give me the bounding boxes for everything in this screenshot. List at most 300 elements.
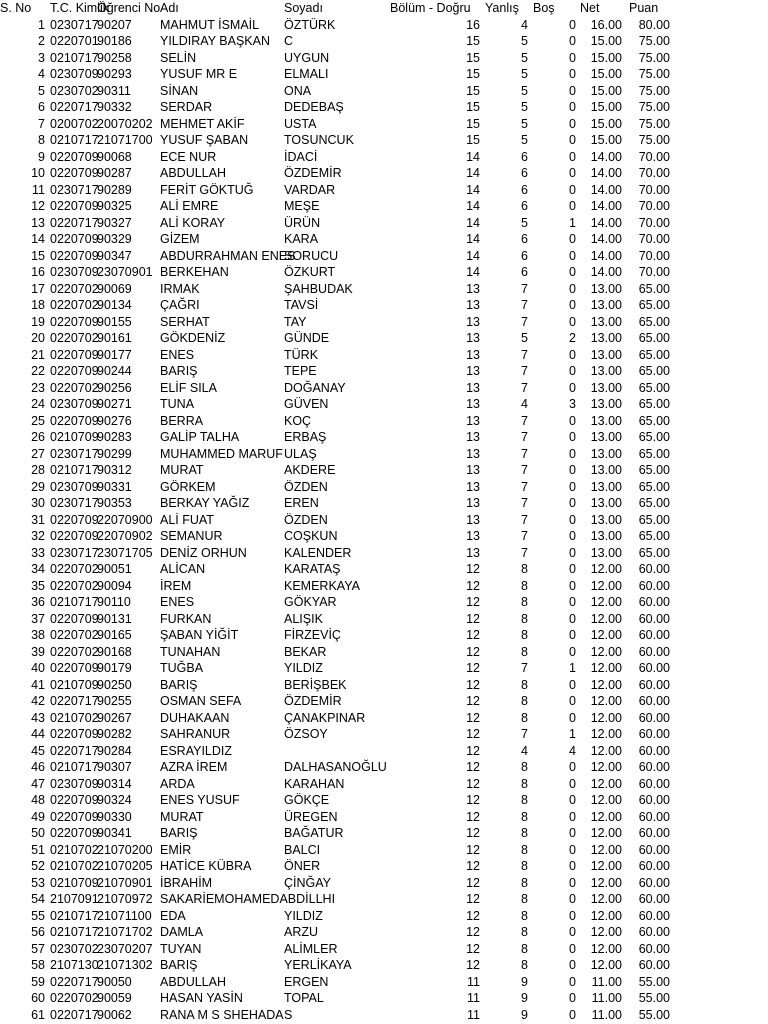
cell-ogrenci-no: 90325: [97, 199, 132, 213]
table-row: [0, 908, 768, 925]
cell-dogru: 13: [466, 430, 480, 444]
cell-dogru: 14: [466, 248, 480, 263]
table-row: [0, 611, 768, 628]
table-row: [0, 17, 768, 34]
cell-tc-kimlik: 0210709: [50, 677, 99, 692]
cell-ogrenci-no: 23070207: [97, 941, 153, 956]
cell-soyadi: ÇİNĞAY: [284, 875, 331, 890]
table-row: [0, 545, 768, 562]
cell-dogru: 11: [467, 974, 480, 989]
table-row: [0, 1007, 768, 1024]
cell-adi: FURKAN: [160, 611, 212, 626]
cell-bos: 4: [569, 743, 576, 758]
cell-ogrenci-no: 90282: [97, 727, 132, 741]
cell-puan: 65.00: [638, 397, 670, 411]
cell-dogru: 12: [466, 908, 480, 923]
cell-yanlis: 6: [521, 166, 528, 180]
cell-adi: IRMAK: [160, 281, 200, 296]
cell-soyadi: YILDIZ: [284, 661, 323, 675]
cell-puan: 60.00: [638, 694, 670, 708]
table-row: [0, 363, 768, 380]
cell-sno: 11: [32, 182, 45, 197]
cell-bos: 0: [569, 17, 576, 32]
cell-tc-kimlik: 0230717: [50, 182, 99, 197]
cell-bos: 0: [569, 166, 576, 180]
cell-ogrenci-no: 90327: [97, 215, 132, 230]
cell-net: 13.00: [590, 529, 622, 543]
cell-yanlis: 7: [521, 413, 528, 428]
cell-dogru: 12: [466, 842, 480, 857]
cell-tc-kimlik: 0220702: [50, 562, 99, 576]
cell-bos: 0: [569, 281, 576, 296]
cell-net: 13.00: [590, 413, 622, 428]
cell-adi: ABDULLAH: [160, 974, 226, 989]
cell-puan: 60.00: [638, 793, 670, 807]
cell-soyadi: DOĞANAY: [284, 380, 346, 395]
cell-tc-kimlik: 0220702: [50, 628, 99, 642]
cell-yanlis: 7: [521, 463, 528, 477]
cell-ogrenci-no: 21071302: [97, 958, 153, 972]
cell-yanlis: 5: [521, 67, 528, 81]
header-soyadi: Soyadı: [284, 1, 323, 15]
table-row: [0, 891, 768, 908]
cell-yanlis: 5: [521, 50, 528, 65]
cell-bos: 0: [569, 182, 576, 197]
cell-tc-kimlik: 0220709: [50, 364, 99, 378]
cell-adi: GALİP TALHA: [160, 430, 240, 444]
cell-puan: 75.00: [638, 50, 670, 65]
cell-soyadi: BEKAR: [284, 644, 327, 659]
cell-yanlis: 8: [521, 875, 528, 890]
table-row: [0, 710, 768, 727]
cell-dogru: 14: [466, 199, 480, 213]
cell-adi: RANA M S SHEHADA: [160, 1007, 284, 1022]
table-row: [0, 858, 768, 875]
table-row: [0, 314, 768, 331]
cell-sno: 28: [31, 463, 45, 477]
cell-net: 12.00: [590, 595, 622, 609]
cell-adi: ABDURRAHMAN ENES: [160, 248, 296, 263]
cell-tc-kimlik: 0210702: [50, 710, 99, 725]
cell-sno: 38: [31, 628, 45, 642]
table-row: [0, 231, 768, 248]
cell-bos: 0: [569, 380, 576, 395]
table-row: [0, 165, 768, 182]
cell-yanlis: 7: [521, 347, 528, 362]
cell-sno: 50: [31, 826, 45, 840]
header-ogrenci-no: Öğrenci No: [97, 1, 161, 15]
cell-puan: 65.00: [638, 545, 670, 560]
cell-dogru: 14: [466, 166, 480, 180]
cell-ogrenci-no: 21070205: [97, 859, 153, 873]
table-row: [0, 33, 768, 50]
cell-dogru: 14: [466, 265, 480, 279]
cell-tc-kimlik: 0220702: [50, 991, 99, 1005]
cell-sno: 45: [31, 743, 45, 758]
cell-bos: 0: [569, 248, 576, 263]
cell-soyadi: MEŞE: [284, 199, 320, 213]
table-row: [0, 743, 768, 760]
cell-yanlis: 8: [521, 628, 528, 642]
cell-puan: 65.00: [638, 479, 670, 494]
cell-adi: ABDULLAH: [160, 166, 226, 180]
cell-dogru: 12: [466, 958, 480, 972]
cell-net: 14.00: [590, 232, 622, 246]
cell-ogrenci-no: 90250: [97, 677, 132, 692]
cell-adi: GÖRKEM: [160, 479, 216, 494]
cell-tc-kimlik: 0230709: [50, 479, 99, 494]
table-row: [0, 429, 768, 446]
cell-bos: 0: [569, 644, 576, 659]
table-row: [0, 446, 768, 463]
cell-soyadi: YERLİKAYA: [284, 958, 352, 972]
cell-sno: 30: [31, 496, 45, 510]
cell-soyadi: TÜRK: [284, 347, 319, 362]
cell-dogru: 12: [466, 859, 480, 873]
cell-soyadi: USTA: [284, 116, 317, 131]
cell-tc-kimlik: 0230717: [50, 545, 99, 560]
cell-tc-kimlik: 0220709: [50, 149, 99, 164]
cell-sno: 15: [31, 248, 45, 263]
cell-sno: 32: [31, 529, 45, 543]
cell-ogrenci-no: 90314: [97, 776, 132, 791]
cell-dogru: 12: [466, 611, 480, 626]
cell-dogru: 12: [466, 710, 480, 725]
table-row: [0, 297, 768, 314]
cell-yanlis: 6: [521, 248, 528, 263]
cell-yanlis: 6: [521, 182, 528, 197]
table-row: [0, 50, 768, 67]
cell-bos: 0: [569, 578, 576, 593]
cell-net: 14.00: [590, 265, 622, 279]
cell-bos: 0: [569, 100, 576, 114]
cell-tc-kimlik: 0220709: [50, 529, 99, 543]
cell-yanlis: 8: [521, 760, 528, 774]
cell-net: 11.00: [591, 974, 622, 989]
cell-sno: 44: [31, 727, 45, 741]
cell-bos: 0: [569, 83, 576, 98]
cell-bos: 1: [569, 727, 576, 741]
cell-sno: 33: [31, 545, 45, 560]
cell-ogrenci-no: 90244: [97, 364, 132, 378]
cell-dogru: 13: [466, 413, 480, 428]
cell-adi: YILDIRAY BAŞKAN: [160, 34, 270, 48]
cell-net: 12.00: [590, 859, 622, 873]
cell-yanlis: 7: [521, 661, 528, 675]
cell-adi: GİZEM: [160, 232, 200, 246]
cell-bos: 0: [569, 496, 576, 510]
table-row: [0, 677, 768, 694]
cell-dogru: 11: [467, 1007, 480, 1022]
cell-ogrenci-no: 90332: [97, 100, 132, 114]
cell-soyadi: ÜREGEN: [284, 809, 338, 824]
cell-dogru: 12: [466, 578, 480, 593]
cell-dogru: 15: [466, 67, 480, 81]
cell-ogrenci-no: 90186: [97, 34, 132, 48]
cell-dogru: 12: [466, 727, 480, 741]
cell-sno: 51: [31, 842, 45, 857]
cell-sno: 43: [31, 710, 45, 725]
cell-tc-kimlik: 0220702: [50, 578, 99, 593]
cell-bos: 0: [569, 958, 576, 972]
cell-adi: GÖKDENİZ: [160, 331, 226, 345]
cell-puan: 80.00: [638, 17, 670, 32]
cell-ogrenci-no: 90347: [97, 248, 132, 263]
cell-puan: 70.00: [638, 215, 670, 230]
cell-ogrenci-no: 90051: [97, 562, 132, 576]
cell-yanlis: 8: [521, 892, 528, 906]
cell-adi: ENES: [160, 347, 195, 362]
cell-adi: EDA: [160, 908, 186, 923]
cell-puan: 65.00: [638, 298, 670, 312]
table-row: [0, 561, 768, 578]
cell-soyadi: ELMALI: [284, 67, 329, 81]
table-row: [0, 644, 768, 661]
cell-ogrenci-no: 90283: [97, 430, 132, 444]
cell-ogrenci-no: 90258: [97, 50, 132, 65]
cell-puan: 55.00: [638, 991, 670, 1005]
cell-adi: MURAT: [160, 463, 204, 477]
cell-puan: 60.00: [638, 809, 670, 824]
cell-sno: 14: [31, 232, 45, 246]
cell-puan: 65.00: [638, 364, 670, 378]
table-row: [0, 792, 768, 809]
cell-puan: 70.00: [638, 232, 670, 246]
cell-net: 12.00: [590, 875, 622, 890]
cell-sno: 41: [31, 677, 45, 692]
cell-soyadi: C: [284, 34, 294, 48]
cell-soyadi: TAY: [284, 314, 307, 329]
cell-puan: 55.00: [638, 974, 670, 989]
cell-tc-kimlik: 0210717: [50, 133, 99, 147]
header-bolum-dogru: Bölüm - Doğru: [390, 1, 471, 15]
cell-dogru: 12: [466, 677, 480, 692]
cell-soyadi: KEMERKAYA: [284, 578, 360, 593]
table-row: [0, 149, 768, 166]
cell-puan: 60.00: [638, 562, 670, 576]
cell-soyadi: ÖZDEMİR: [284, 694, 342, 708]
cell-yanlis: 8: [521, 809, 528, 824]
cell-bos: 0: [569, 595, 576, 609]
cell-net: 13.00: [590, 479, 622, 494]
cell-soyadi: BALCI: [284, 842, 321, 857]
cell-soyadi: KOÇ: [284, 413, 312, 428]
cell-adi: AZRA İREM: [160, 760, 228, 774]
cell-net: 12.00: [590, 562, 622, 576]
cell-sno: 23: [31, 380, 45, 395]
cell-yanlis: 7: [521, 529, 528, 543]
cell-adi: SERHAT: [160, 314, 210, 329]
cell-tc-kimlik: 0220709: [50, 347, 99, 362]
cell-adi: ESRAYILDIZ: [160, 743, 233, 758]
cell-dogru: 12: [466, 644, 480, 659]
table-row: [0, 776, 768, 793]
cell-soyadi: ÖZDEN: [284, 512, 328, 527]
cell-ogrenci-no: 21071700: [97, 133, 153, 147]
cell-sno: 55: [31, 908, 45, 923]
cell-adi: MEHMET AKİF: [160, 116, 245, 131]
cell-ogrenci-no: 21071100: [97, 908, 152, 923]
cell-sno: 22: [31, 364, 45, 378]
cell-soyadi: TOPAL: [284, 991, 324, 1005]
cell-soyadi: ÇANAKPINAR: [284, 710, 366, 725]
cell-bos: 0: [569, 925, 576, 939]
cell-puan: 65.00: [638, 529, 670, 543]
cell-soyadi: ALIŞIK: [284, 611, 323, 626]
cell-bos: 0: [569, 446, 576, 461]
table-row: [0, 462, 768, 479]
cell-tc-kimlik: 0210717: [50, 760, 99, 774]
table-row: [0, 825, 768, 842]
cell-sno: 2: [38, 34, 45, 48]
cell-sno: 18: [31, 298, 45, 312]
cell-puan: 60.00: [638, 661, 670, 675]
cell-yanlis: 8: [521, 859, 528, 873]
cell-tc-kimlik: 0230717: [50, 446, 99, 461]
cell-sno: 10: [31, 166, 45, 180]
cell-puan: 65.00: [638, 446, 670, 461]
cell-soyadi: ÖZTÜRK: [284, 17, 336, 32]
cell-ogrenci-no: 90289: [97, 182, 132, 197]
cell-soyadi: ÖNER: [284, 859, 321, 873]
cell-bos: 0: [569, 974, 576, 989]
cell-net: 12.00: [590, 809, 622, 824]
cell-soyadi: ERGEN: [284, 974, 329, 989]
cell-bos: 0: [569, 809, 576, 824]
cell-tc-kimlik: 0220717: [50, 215, 99, 230]
cell-bos: 0: [569, 232, 576, 246]
cell-dogru: 12: [466, 760, 480, 774]
cell-sno: 53: [31, 875, 45, 890]
table-row: [0, 495, 768, 512]
cell-puan: 60.00: [638, 925, 670, 939]
cell-tc-kimlik: 0210717: [50, 463, 99, 477]
cell-sno: 19: [31, 314, 45, 329]
cell-sno: 48: [31, 793, 45, 807]
cell-tc-kimlik: 0230717: [50, 17, 99, 32]
cell-sno: 37: [31, 611, 45, 626]
cell-net: 13.00: [590, 331, 622, 345]
cell-net: 15.00: [590, 133, 622, 147]
cell-adi: MURAT: [160, 809, 204, 824]
cell-bos: 0: [569, 545, 576, 560]
cell-puan: 75.00: [638, 133, 670, 147]
cell-yanlis: 7: [521, 727, 528, 741]
cell-ogrenci-no: 90293: [97, 67, 132, 81]
cell-dogru: 13: [466, 512, 480, 527]
cell-soyadi: ŞAHBUDAK: [284, 281, 353, 296]
cell-bos: 0: [569, 1007, 576, 1022]
cell-sno: 34: [31, 562, 45, 576]
cell-net: 12.00: [590, 628, 622, 642]
cell-sno: 8: [38, 133, 45, 147]
cell-yanlis: 5: [521, 133, 528, 147]
table-row: [0, 941, 768, 958]
cell-tc-kimlik: 2107091: [50, 892, 99, 906]
cell-bos: 0: [569, 133, 576, 147]
cell-yanlis: 8: [521, 826, 528, 840]
cell-net: 12.00: [590, 892, 622, 906]
cell-bos: 3: [569, 397, 576, 411]
cell-soyadi: İDACİ: [284, 149, 318, 164]
cell-soyadi: TOSUNCUK: [284, 133, 354, 147]
cell-dogru: 11: [467, 991, 480, 1005]
cell-net: 12.00: [590, 644, 622, 659]
cell-bos: 0: [569, 364, 576, 378]
cell-net: 13.00: [590, 380, 622, 395]
cell-adi: ALİ FUAT: [160, 512, 214, 527]
cell-soyadi: DALHASANOĞLU: [284, 760, 387, 774]
cell-puan: 65.00: [638, 512, 670, 527]
cell-bos: 1: [569, 661, 576, 675]
table-row: [0, 330, 768, 347]
cell-yanlis: 8: [521, 776, 528, 791]
cell-tc-kimlik: 0220709: [50, 809, 99, 824]
cell-soyadi: GÜVEN: [284, 397, 329, 411]
cell-dogru: 14: [466, 149, 480, 164]
cell-ogrenci-no: 90330: [97, 809, 132, 824]
cell-soyadi: SORUCU: [284, 248, 339, 263]
header-sno: S. No: [0, 1, 32, 15]
cell-ogrenci-no: 22070902: [97, 529, 153, 543]
cell-puan: 60.00: [638, 892, 670, 906]
cell-soyadi: GÖKÇE: [284, 793, 330, 807]
cell-soyadi: TAVSİ: [284, 298, 319, 312]
cell-soyadi: ÖZSOY: [284, 727, 328, 741]
table-row: [0, 132, 768, 149]
cell-bos: 0: [569, 892, 576, 906]
cell-puan: 75.00: [638, 67, 670, 81]
cell-puan: 75.00: [638, 83, 670, 98]
cell-yanlis: 8: [521, 710, 528, 725]
table-row: [0, 380, 768, 397]
cell-yanlis: 5: [521, 116, 528, 131]
cell-adi: HATİCE KÜBRA: [160, 859, 252, 873]
cell-adi: ALİCAN: [160, 562, 206, 576]
cell-tc-kimlik: 0230709: [50, 397, 99, 411]
cell-yanlis: 4: [521, 17, 528, 32]
cell-ogrenci-no: 21070200: [97, 842, 153, 857]
cell-adi: BERKEHAN: [160, 265, 229, 279]
cell-yanlis: 6: [521, 149, 528, 164]
cell-yanlis: 8: [521, 694, 528, 708]
cell-net: 13.00: [590, 298, 622, 312]
table-row: [0, 215, 768, 232]
cell-puan: 60.00: [638, 628, 670, 642]
cell-dogru: 13: [466, 397, 480, 411]
cell-net: 12.00: [590, 611, 622, 626]
cell-sno: 17: [31, 281, 45, 296]
cell-adi: TUNA: [160, 397, 195, 411]
cell-yanlis: 5: [521, 34, 528, 48]
cell-soyadi: COŞKUN: [284, 529, 338, 543]
cell-sno: 47: [31, 776, 45, 791]
cell-soyadi: BERİŞBEK: [284, 677, 347, 692]
cell-bos: 0: [569, 50, 576, 65]
cell-sno: 54: [31, 892, 45, 906]
cell-net: 14.00: [590, 149, 622, 164]
cell-tc-kimlik: 0210717: [50, 925, 99, 939]
cell-tc-kimlik: 0220717: [50, 100, 99, 114]
cell-tc-kimlik: 0220709: [50, 413, 99, 428]
cell-bos: 0: [569, 875, 576, 890]
cell-dogru: 15: [466, 50, 480, 65]
cell-puan: 70.00: [638, 149, 670, 164]
table-row: [0, 974, 768, 991]
cell-ogrenci-no: 90255: [97, 694, 132, 708]
cell-soyadi: ÜRÜN: [284, 215, 321, 230]
cell-sno: 1: [38, 17, 45, 32]
